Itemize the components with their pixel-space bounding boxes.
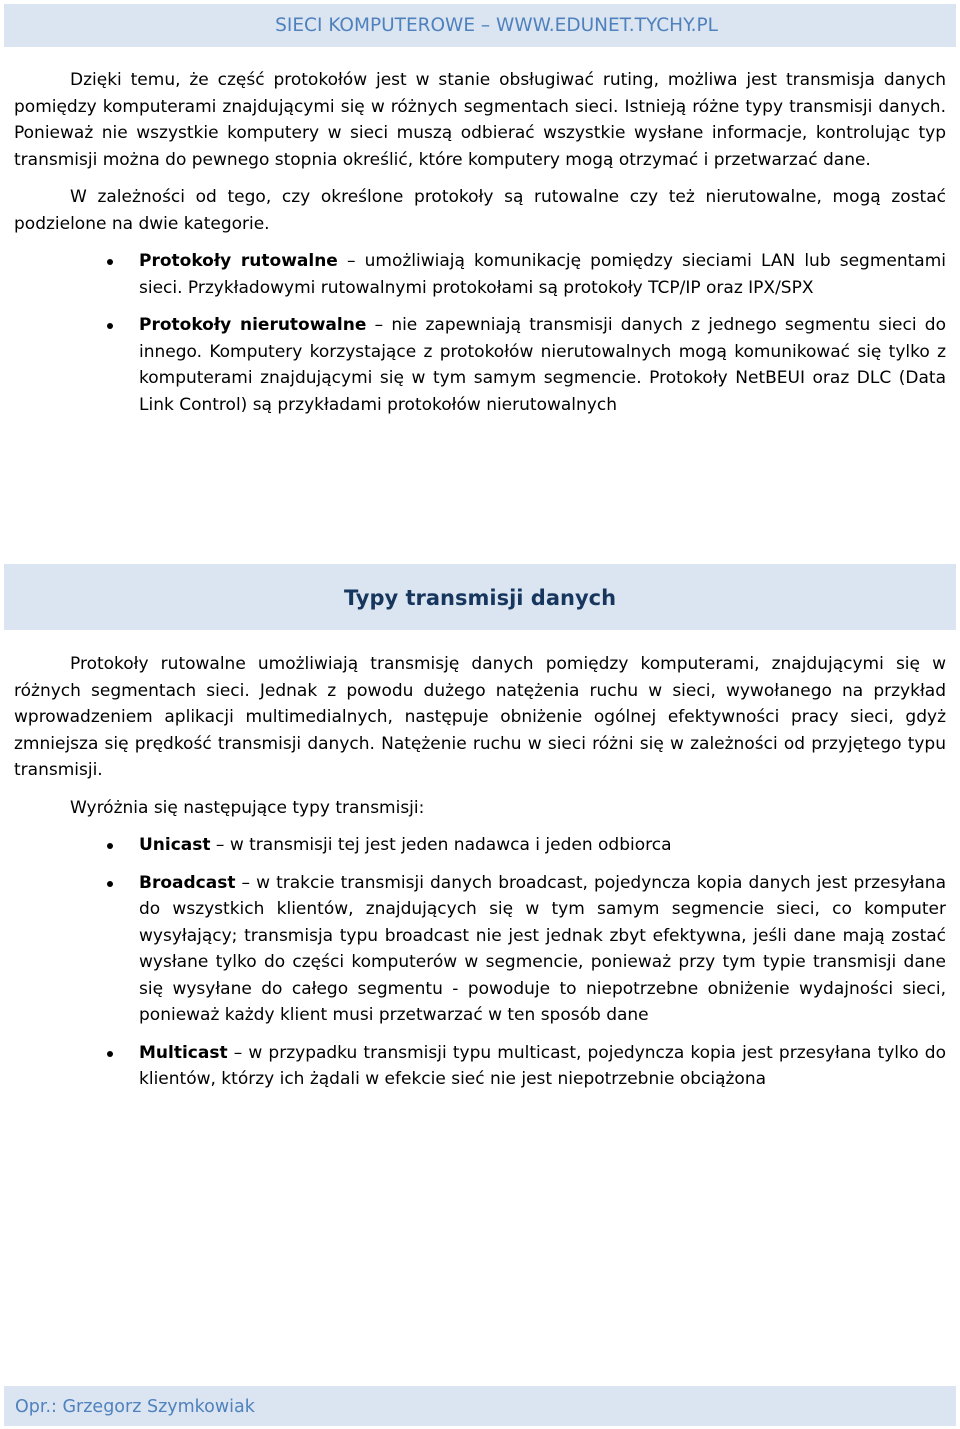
desc-broadcast: – w trakcie transmisji danych broadcast, pojedyncza kopia danych jest przesyłana do wszystkich klientów, znajdujących się w tym samym segmencie sieci, co komputer wysyłający; transmisja typu broadcast nie jest jednak zbyt efektywna, jeśli dane mają zostać wysłane tylko do części komputerów w segmencie, ponieważ przy tym typie transmisji dane się wysyłane do całego segmentu - powoduje to niepotrzebne obniżenie wydajności sieci, ponieważ każdy klient musi przetwarzać w ten sposób dane bbox=[139, 872, 946, 1025]
desc-unicast: – w transmisji tej jest jeden nadawca i jeden odbiorca bbox=[210, 835, 672, 855]
page-header bbox=[4, 4, 956, 47]
desc-nonroutable: – nie zapewniają transmisji danych z jednego segmentu sieci do innego. Komputery korzystające z protokołów nierutowalnych mogą komunikować się tylko z komputerami znajdującymi się w tym samym segmencie. Protokoły NetBEUI oraz DLC (Data Link Control) są przykładami protokołów nierutowalnych bbox=[139, 315, 946, 415]
page-footer bbox=[4, 1386, 956, 1426]
footer-author: Opr.: Grzegorz Szymkowiak bbox=[15, 1397, 255, 1417]
categories-paragraph: W zależności od tego, czy określone protokoły są rutowalne czy też nierutowalne, mogą zostać podzielone na dwie kategorie. bbox=[14, 187, 946, 234]
protocol-list bbox=[14, 248, 946, 418]
list-item-routable bbox=[14, 248, 946, 301]
bullet-icon bbox=[107, 323, 113, 329]
section-heading-bar bbox=[4, 564, 956, 630]
list-item-nonroutable bbox=[14, 312, 946, 418]
list-item-unicast bbox=[14, 832, 946, 859]
term-multicast: Multicast bbox=[139, 1042, 228, 1063]
transmission-list bbox=[14, 832, 946, 1093]
transmission-paragraph: Protokoły rutowalne umożliwiają transmisję danych pomiędzy komputerami, znajdującymi się w różnych segmentach sieci. Jednak z powodu dużego natężenia ruchu w sieci, wywołanego na przykład wprowadzeniem aplikacji multimedialnych, następuje obniżenie ogólnej efektywności pracy sieci, gdyż zmniejsza się prędkość transmisji danych. Natężenie ruchu w sieci różni się w zależności od przyjętego typu transmisji. bbox=[14, 654, 946, 780]
intro-paragraph: Dzięki temu, że część protokołów jest w stanie obsługiwać ruting, możliwa jest transmisja danych pomiędzy komputerami znajdującymi się w różnych segmentach sieci. Istnieją różne typy transmisji danych. Ponieważ nie wszystkie komputery w sieci muszą odbierać wszystkie wysłane informacje, kontrolując typ transmisji można do pewnego stopnia określić, które komputery mogą otrzymać i przetwarzać dane. bbox=[14, 70, 946, 170]
bullet-icon bbox=[107, 881, 113, 887]
section-protocols bbox=[14, 67, 946, 418]
header-title: SIECI KOMPUTEROWE – WWW.EDUNET.TYCHY.PL bbox=[275, 15, 718, 36]
section-heading: Typy transmisji danych bbox=[343, 586, 617, 610]
list-item-multicast bbox=[14, 1040, 946, 1093]
desc-multicast: – w przypadku transmisji typu multicast, pojedyncza kopia jest przesyłana tylko do klientów, którzy ich żądali w efekcie sieć nie jest niepotrzebnie obciążona bbox=[139, 1042, 946, 1089]
bullet-icon bbox=[107, 843, 113, 849]
types-intro-paragraph: Wyróżnia się następujące typy transmisji: bbox=[70, 797, 425, 818]
term-nonroutable: Protokoły nierutowalne bbox=[139, 315, 367, 335]
desc-routable: – umożliwiają komunikację pomiędzy sieciami LAN lub segmentami sieci. Przykładowymi rutowalnymi protokołami są protokoły TCP/IP oraz IPX/SPX bbox=[139, 251, 947, 298]
bullet-icon bbox=[107, 259, 113, 265]
term-unicast: Unicast bbox=[139, 835, 211, 855]
term-routable: Protokoły rutowalne bbox=[139, 251, 338, 271]
term-broadcast: Broadcast bbox=[139, 872, 236, 893]
section-transmission-types bbox=[14, 651, 946, 1093]
list-item-broadcast bbox=[14, 870, 946, 1029]
bullet-icon bbox=[107, 1051, 113, 1057]
